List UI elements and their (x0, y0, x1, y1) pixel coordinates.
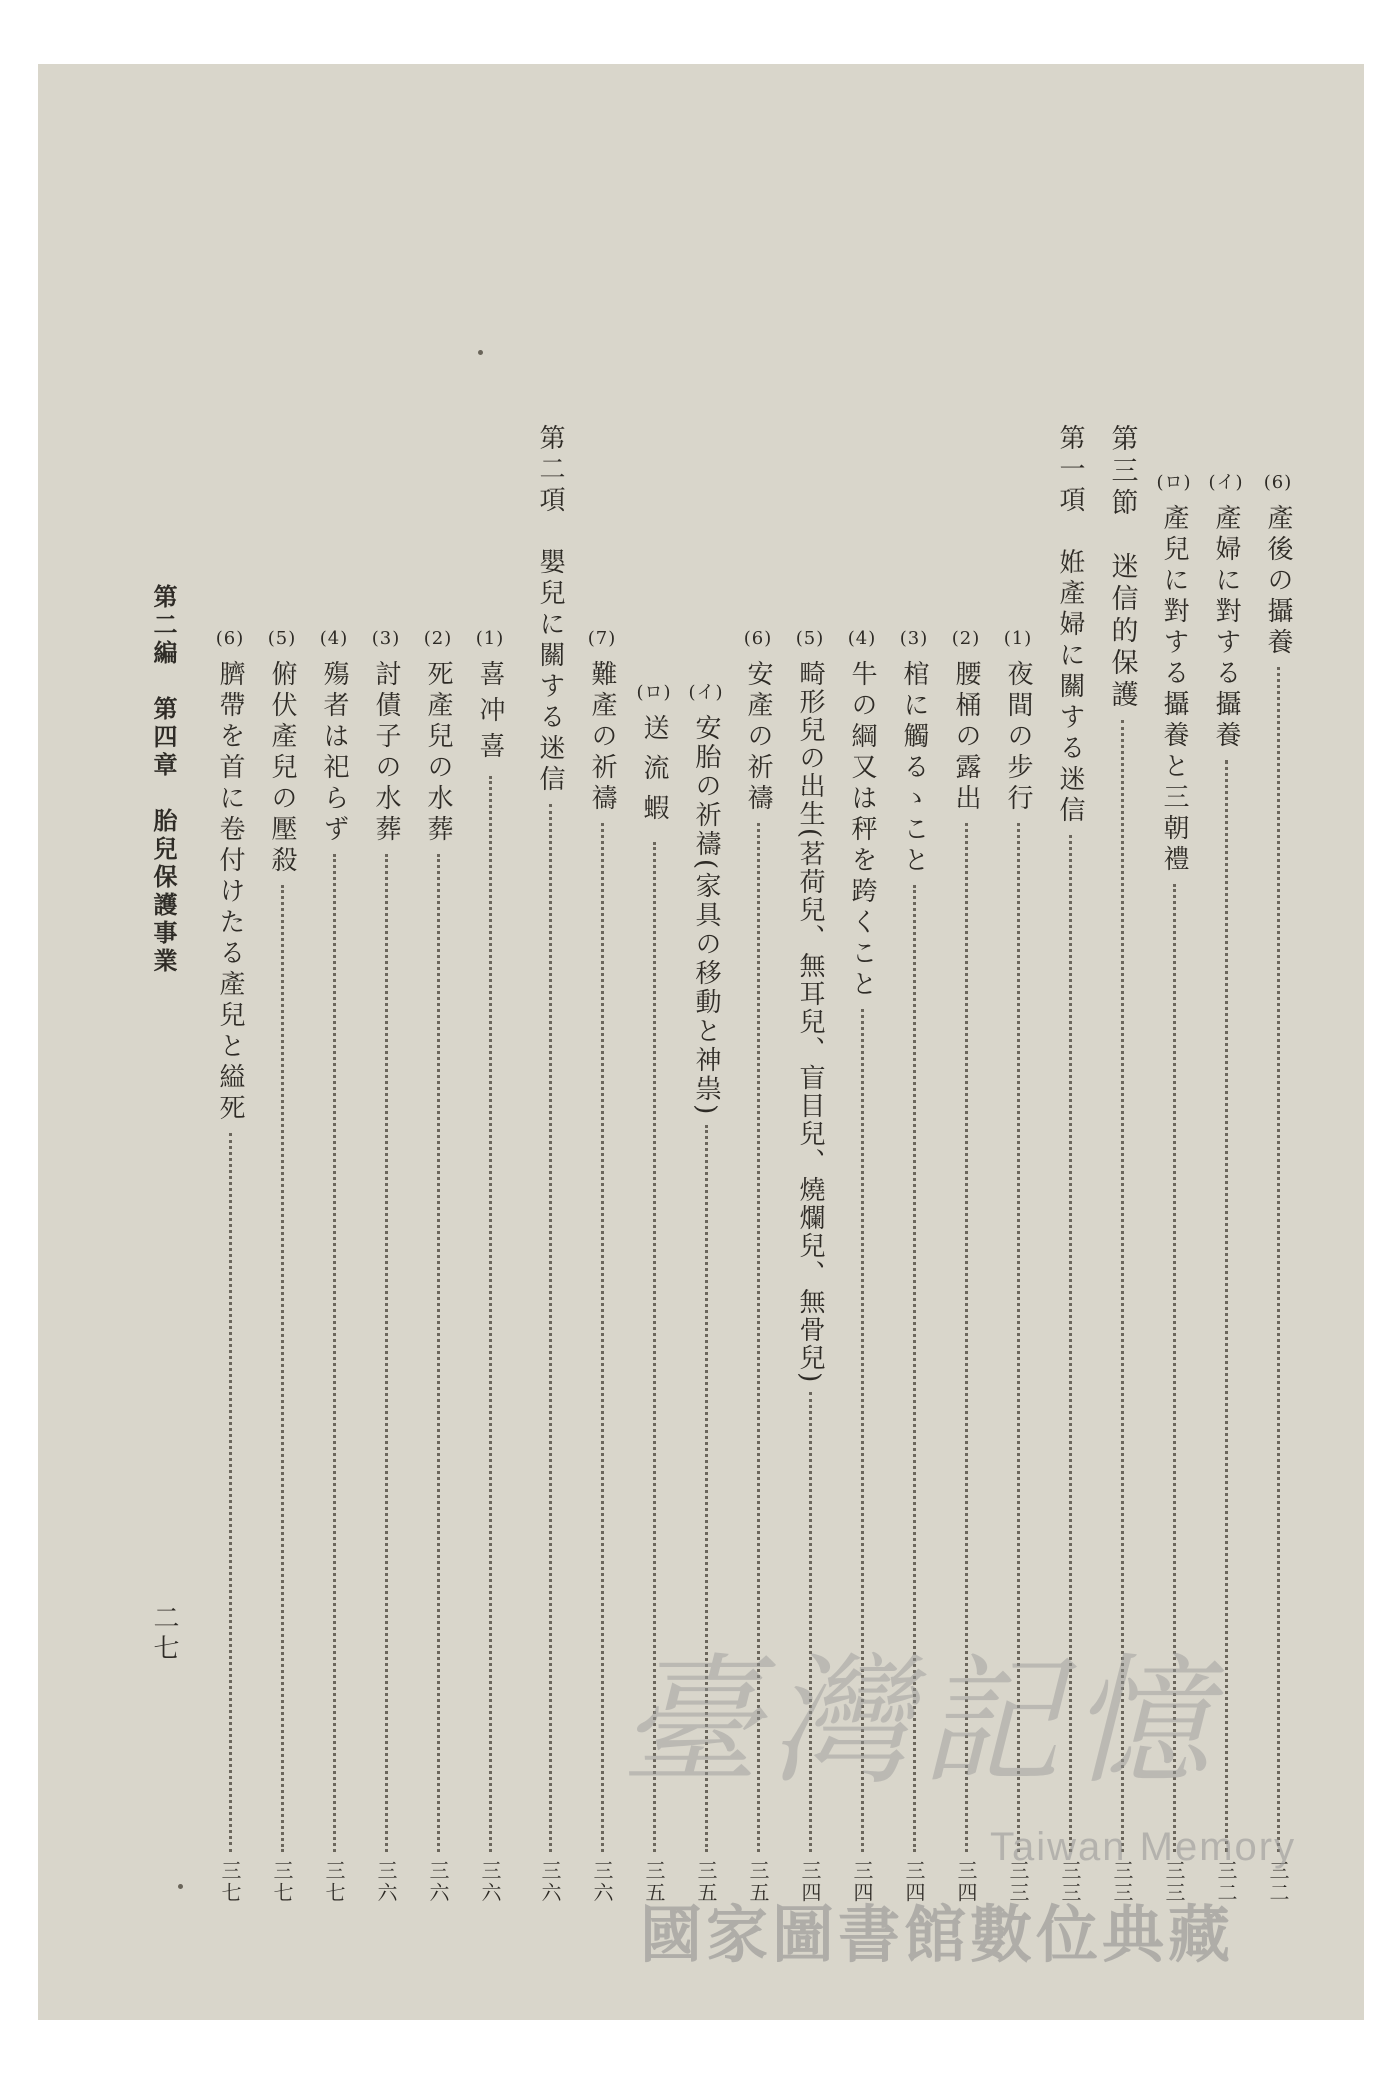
entry-page: 三六 (590, 1860, 614, 1904)
entry-page: 三四 (798, 1860, 822, 1904)
leader-dots (437, 854, 440, 1852)
entry-page: 三六 (478, 1860, 502, 1904)
entry-marker: (6) (215, 628, 245, 649)
entry-marker: (1) (1003, 628, 1033, 649)
entry-label: 送流蝦 (639, 714, 669, 834)
entry-page: 三七 (218, 1860, 242, 1904)
entry-marker: (5) (267, 628, 297, 649)
toc-entry-prone-infant (260, 630, 304, 1904)
entry-label: 喜冲喜 (475, 660, 505, 768)
section-title: 第三節 迷信的保護 (1106, 424, 1138, 712)
entry-page: 三七 (322, 1860, 346, 1904)
entry-page: 三六 (538, 1860, 562, 1904)
entry-page: 三二 (1214, 1860, 1238, 1904)
entry-marker: (イ) (1208, 472, 1244, 493)
entry-marker: (1) (475, 628, 505, 649)
entry-page: 三四 (850, 1860, 874, 1904)
entry-marker: (6) (743, 628, 773, 649)
leader-dots (1225, 760, 1228, 1852)
entry-label: 安胎の祈禱(家具の移動と神祟) (691, 714, 721, 1118)
entry-marker: (6) (1263, 472, 1293, 493)
entry-label: 畸形兒の出生(茗荷兒、無耳兒、盲目兒、燒爛兒、無骨兒) (795, 660, 825, 1385)
item-title: 第二項 嬰兒に關する迷信 (535, 424, 565, 796)
leader-dots (333, 854, 336, 1852)
entry-page: 三五 (642, 1860, 666, 1904)
entry-label: 死產兒の水葬 (423, 660, 453, 846)
entry-page: 三三 (1110, 1860, 1134, 1904)
entry-label: 牛の綱又は秤を跨くこと (847, 660, 877, 1001)
entry-label: 安產の祈禱 (743, 660, 773, 815)
entry-marker: (ロ) (1156, 472, 1192, 493)
watermark-library: 國家圖書館數位典藏 (640, 1901, 1235, 1970)
entry-label: 臍帶を首に卷付けたる產兒と縊死 (215, 660, 245, 1125)
entry-page: 三三 (1162, 1860, 1186, 1904)
toc-entry-difficult-birth-prayer (580, 630, 624, 1904)
entry-page: 三三 (1006, 1860, 1030, 1904)
watermark-latin: Taiwan Memory (990, 1825, 1297, 1869)
entry-page: 三四 (954, 1860, 978, 1904)
running-head: 第二編 第四章 胎兒保護事業 (149, 584, 178, 976)
paper-speck (478, 350, 483, 355)
leader-dots (1277, 667, 1280, 1852)
entry-page: 三七 (270, 1860, 294, 1904)
entry-label: 產後の攝養 (1263, 504, 1293, 659)
entry-page: 三六 (426, 1860, 450, 1904)
entry-marker: (4) (319, 628, 349, 649)
entry-marker: (2) (951, 628, 981, 649)
entry-marker: (7) (587, 628, 617, 649)
entry-marker: (イ) (688, 682, 724, 703)
paper-speck (178, 1884, 183, 1889)
leader-dots (385, 854, 388, 1852)
entry-page: 三二 (1266, 1860, 1290, 1904)
leader-dots (601, 823, 604, 1852)
item-title: 第一項 姙產婦に關する迷信 (1055, 424, 1085, 827)
entry-page: 三五 (746, 1860, 770, 1904)
entry-marker: (5) (795, 628, 825, 649)
toc-entry-no-worship (312, 630, 356, 1904)
entry-marker: (4) (847, 628, 877, 649)
toc-entry-postpartum-care (1256, 474, 1300, 1904)
toc-entry-xi-chong-xi (468, 630, 512, 1904)
toc-entry-stillbirth-burial (416, 630, 460, 1904)
entry-label: 棺に觸るゝこと (899, 660, 929, 877)
toc-item-2 (528, 424, 572, 1904)
entry-label: 俯伏產兒の壓殺 (267, 660, 297, 877)
toc-entry-debt-child-burial (364, 630, 408, 1904)
entry-page: 三四 (902, 1860, 926, 1904)
entry-page: 三五 (694, 1860, 718, 1904)
entry-label: 討債子の水葬 (371, 660, 401, 846)
watermark-logo: 臺灣記憶 (620, 1641, 1221, 1804)
leader-dots (229, 1133, 232, 1852)
entry-marker: (ロ) (636, 682, 672, 703)
entry-page: 三六 (374, 1860, 398, 1904)
entry-marker: (3) (899, 628, 929, 649)
entry-marker: (2) (423, 628, 453, 649)
toc-entry-umbilical-cord (208, 630, 252, 1904)
entry-label: 難產の祈禱 (587, 660, 617, 815)
leader-dots (281, 885, 284, 1852)
entry-label: 腰桶の露出 (951, 660, 981, 815)
entry-page: 三三 (1058, 1860, 1082, 1904)
page-number: 二七 (149, 1604, 179, 1664)
entry-label: 產兒に對する攝養と三朝禮 (1159, 504, 1189, 876)
entry-label: 殤者は祀らず (319, 660, 349, 846)
entry-label: 產婦に對する攝養 (1211, 504, 1241, 752)
entry-marker: (3) (371, 628, 401, 649)
leader-dots (549, 804, 552, 1852)
entry-label: 夜間の步行 (1003, 660, 1033, 815)
leader-dots (489, 776, 492, 1852)
